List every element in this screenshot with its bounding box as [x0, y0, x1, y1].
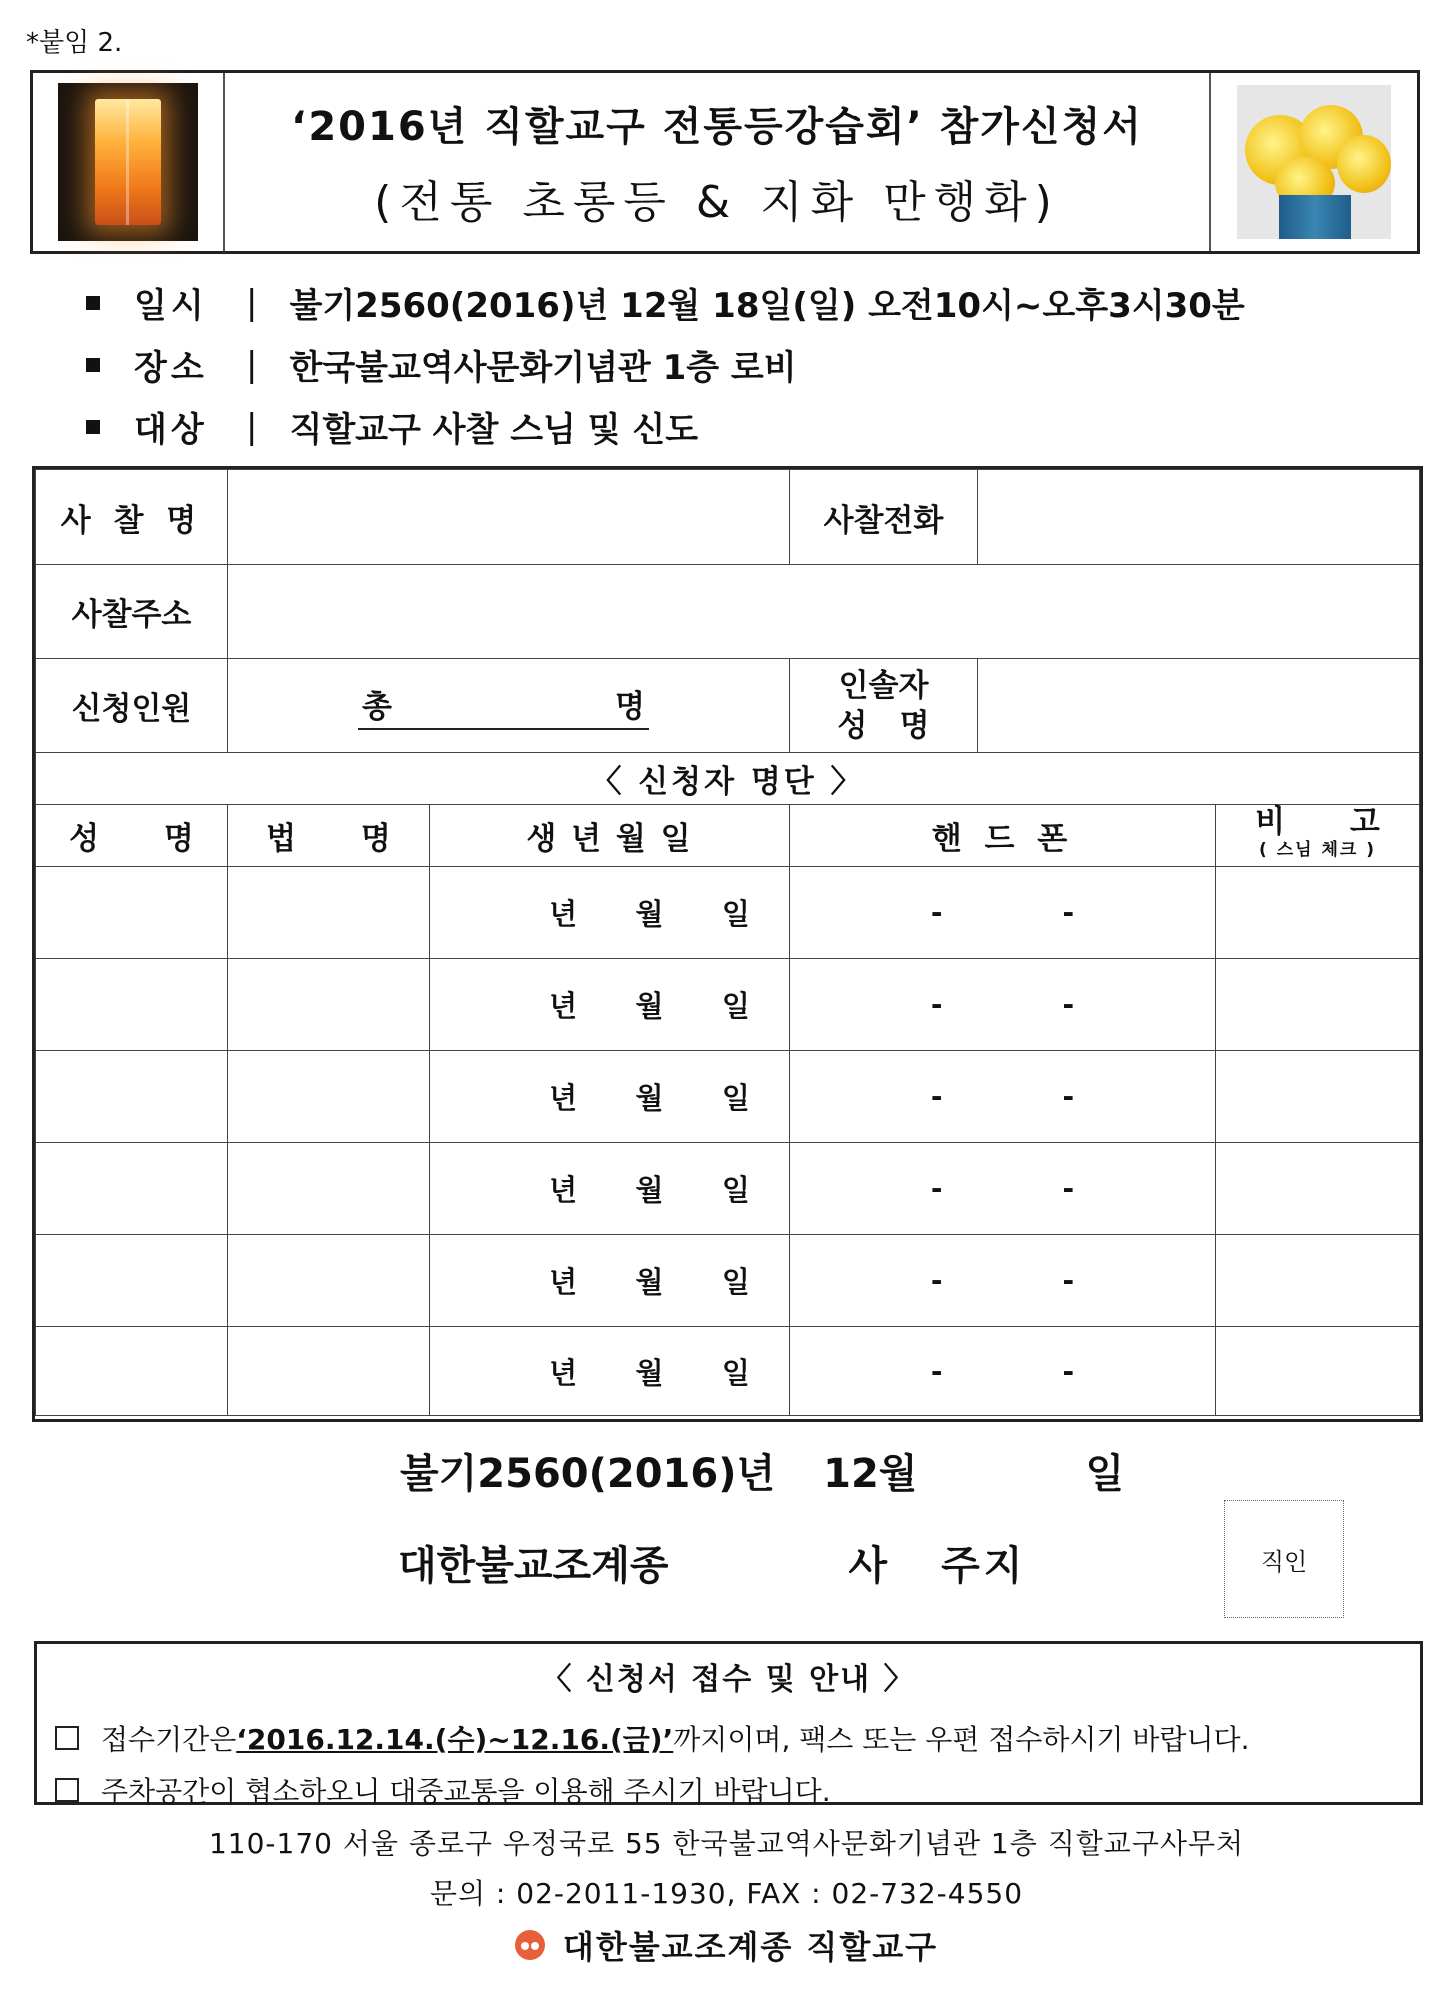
info-value-date: 불기2560(2016)년 12월 18일(일) 오전10시~오후3시30분 [289, 286, 1245, 326]
temple-name-field[interactable] [228, 470, 790, 565]
info-row-place: 장소 | 한국불교역사문화기념관 1층 로비 [86, 340, 797, 389]
bullet-square-icon [86, 296, 100, 310]
paper-flower-image [1209, 73, 1417, 251]
lantern-image [33, 73, 225, 251]
footer-address: 110-170 서울 종로구 우정국로 55 한국불교역사문화기념관 1층 직할교구사무처 [208, 1827, 1245, 1860]
bullet-square-icon [86, 420, 100, 434]
info-value-place: 한국불교역사문화기념관 1층 로비 [289, 348, 797, 388]
leader-name-label: 인솔자 성 명 [790, 659, 978, 753]
dharma-name-cell[interactable] [228, 1235, 430, 1327]
dharma-name-cell[interactable] [228, 867, 430, 959]
dharma-name-cell[interactable] [228, 1143, 430, 1235]
table-row [36, 1235, 1420, 1327]
footer-org: 대한불교조계종 직할교구 [0, 1922, 1453, 1968]
birth-cell[interactable]: 년 월 일 [430, 1235, 790, 1327]
birth-cell[interactable]: 년 월 일 [430, 1327, 790, 1416]
birth-cell[interactable]: 년 월 일 [430, 1143, 790, 1235]
name-cell[interactable] [36, 1235, 228, 1327]
applicant-list-title: 〈 신청자 명단 〉 [36, 753, 1420, 805]
phone-cell[interactable]: - - [790, 1235, 1216, 1327]
bullet-square-icon [86, 358, 100, 372]
table-row [36, 867, 1420, 959]
temple-phone-label: 사찰전화 [790, 470, 978, 565]
application-date: 불기2560(2016)년 12월 일 [400, 1451, 1125, 1497]
name-cell[interactable] [36, 867, 228, 959]
remark-cell[interactable] [1216, 867, 1420, 959]
sign-abbot: 주지 [941, 1543, 1027, 1589]
leader-name-field[interactable] [978, 659, 1420, 753]
table-row [36, 959, 1420, 1051]
col-phone-header: 핸 드 폰 [790, 805, 1216, 867]
notice-title: 〈 신청서 접수 및 안내 〉 [541, 1662, 916, 1697]
jogye-logo-icon [515, 1930, 545, 1960]
notice-line-1: 접수기간은 ‘2016.12.14.(수)~12.16.(금)’ 까지이며, 팩스 또는 우편 접수하시기 바랍니다. [55, 1718, 1420, 1758]
temple-address-label: 사찰주소 [36, 565, 228, 659]
name-cell[interactable] [36, 1051, 228, 1143]
remark-cell[interactable] [1216, 1051, 1420, 1143]
temple-name-label: 사 찰 명 [36, 470, 228, 565]
phone-cell[interactable]: - - [790, 1143, 1216, 1235]
phone-cell[interactable]: - - [790, 959, 1216, 1051]
phone-cell[interactable]: - - [790, 1327, 1216, 1416]
name-cell[interactable] [36, 959, 228, 1051]
col-name-header: 성 명 [36, 805, 228, 867]
signature-line [398, 1534, 1026, 1591]
dharma-name-cell[interactable] [228, 959, 430, 1051]
info-row-target: 대상 | 직할교구 사찰 스님 및 신도 [86, 402, 698, 451]
notice-box [34, 1641, 1423, 1808]
info-row-date: 일시 | 불기2560(2016)년 12월 18일(일) 오전10시~오후3시30분 [86, 278, 1245, 327]
remark-cell[interactable] [1216, 959, 1420, 1051]
phone-cell[interactable]: - - [790, 867, 1216, 959]
checkbox-icon [55, 1726, 79, 1750]
sign-org: 대한불교조계종 [398, 1543, 669, 1589]
applicants-field[interactable]: 총 명 [228, 659, 790, 753]
col-birth-header: 생 년 월 일 [430, 805, 790, 867]
info-value-target: 직할교구 사찰 스님 및 신도 [289, 410, 699, 450]
birth-cell[interactable]: 년 월 일 [430, 867, 790, 959]
temple-phone-field[interactable] [978, 470, 1420, 565]
notice-line-2: 주차공간이 협소하오니 대중교통을 이용해 주시기 바랍니다. [55, 1770, 1420, 1810]
col-remark-header: 비 고 ( 스님 체크 ) [1216, 805, 1420, 867]
table-row [36, 1327, 1420, 1416]
name-cell[interactable] [36, 1143, 228, 1235]
table-row [36, 1143, 1420, 1235]
attachment-label: *붙임 2. [26, 28, 123, 58]
checkbox-icon [55, 1778, 79, 1802]
remark-cell[interactable] [1216, 1143, 1420, 1235]
birth-cell[interactable]: 년 월 일 [430, 959, 790, 1051]
header-box [30, 70, 1420, 254]
temple-address-field[interactable] [228, 565, 1420, 659]
footer-contact: 문의 : 02-2011-1930, FAX : 02-732-4550 [429, 1877, 1024, 1910]
remark-cell[interactable] [1216, 1327, 1420, 1416]
applicants-label: 신청인원 [36, 659, 228, 753]
remark-cell[interactable] [1216, 1235, 1420, 1327]
form-subtitle: (전통 초롱등 & 지화 만행화) [374, 176, 1060, 228]
sign-temple: 사 [848, 1543, 888, 1589]
birth-cell[interactable]: 년 월 일 [430, 1051, 790, 1143]
seal-box: 직인 [1224, 1500, 1344, 1618]
table-row [36, 1051, 1420, 1143]
dharma-name-cell[interactable] [228, 1327, 430, 1416]
header-titles [225, 73, 1209, 251]
phone-cell[interactable]: - - [790, 1051, 1216, 1143]
col-dharma-name-header: 법 명 [228, 805, 430, 867]
dharma-name-cell[interactable] [228, 1051, 430, 1143]
application-form [32, 466, 1423, 1422]
form-title: ‘2016년 직할교구 전통등강습회’ 참가신청서 [291, 103, 1143, 150]
name-cell[interactable] [36, 1327, 228, 1416]
